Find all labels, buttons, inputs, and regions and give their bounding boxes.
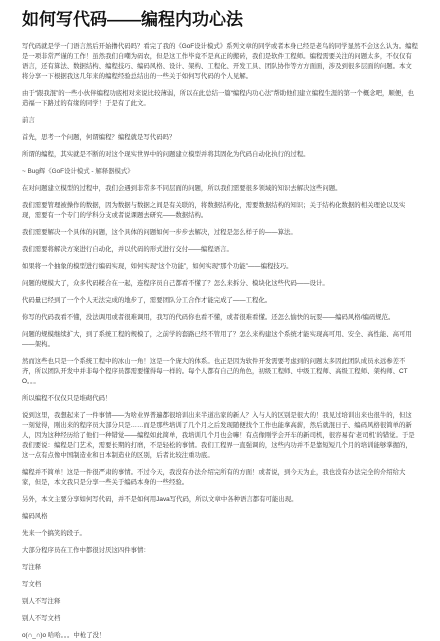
joke-item: 写文档 (22, 581, 42, 588)
quote-attribution: ~ Bug辉《GoF设计模式 - 解释器模式》 (22, 168, 134, 175)
body-paragraph-coding-style: 你写的代码我看不懂，没法调用或者很难调用，我写的代码你也看不懂，或者很难看懂。还怎么愉快的玩耍——编码风格/编码规范。 (22, 314, 395, 321)
body-paragraph-engineering: 代码量已经到了一个个人无法完成的地步了，需要团队分工合作才能完成了——工程化。 (22, 297, 272, 304)
body-paragraph-note: 另外，本文主要分享如何写代码，并不是如何用Java写代码，所以文章中各种语言都有可能出现。 (22, 496, 298, 503)
body-paragraph-team: 然而这些也只是一个系统工程中的冰山一角！这是一个庞大的体系。也正是因为软件开发需要考虑到的问题太多因此团队成员永远参差不齐，所以团队开发中并非每个程序员都需要懂得每一样的。每个人都有自己的角色，初级工程师、中级工程师、高级工程师、架构师、CTO。。。 (22, 358, 408, 385)
definition-paragraph: 所谓的编程，其实就是不断的对这个现实世界中的问题建立模型并将其固化为代码自动化执行的过程。 (22, 151, 310, 158)
intro-paragraph-2: 由于“跟我混”的一些小伙伴编程功底相对来说比较薄弱，所以在此总结一篇“编程内功心法”帮助他们建立编程生涯的第一个概念吧，顺便，也造福一下路过的有缘的同学！于是有了此文。 (22, 90, 414, 107)
joke-punchline: o(∩_∩)o 哈哈。。。中枪了没！ (22, 632, 106, 639)
joke-intro: 先来一个搞笑的段子。 (22, 530, 86, 537)
body-paragraph-design: 问题的规模大了，众多代码糅合在一起，连程序员自己都看不懂了？怎么来拆分、模块化这些代码——设计。 (22, 280, 329, 287)
joke-item: 别人不写文档 (22, 615, 61, 622)
joke-item: 写注释 (22, 564, 42, 571)
article-title: 如何写代码——编程内功心法 (22, 10, 243, 29)
body-paragraph-training: 说到这里，我想起来了一件事情——为啥业界普遍都很培训出来半道出家的新人？入与人的区别是很大的！我见过培训出来也很牛的，但这一刻觉得，刚出来的程序员大部分只是……而是那些培训了几个月之后发现随便找个工作也能拿高薪，然后就混日子、编码风格很简单的新人，因为这种经历给了他们一种错觉——编程如此简单，我培训几个月也会嘛！有点像刚学会开车的新司机，很容易有‘老司机’的错觉。于是我们要说：编程是门艺术，需要长期的打磨，不是轻松的事情。我们工程界一直强调的，这些内功并不是靠短短几个月的培训能够掌握的，这一点有点像中国制造业和日本制造业的区别，后者比较注重功底。 (22, 412, 415, 459)
section-heading-preface: 前言 (22, 117, 35, 124)
body-paragraph-techniques: 如果将一个抽象的模型进行编码实现，如何实现“这个功能”，如何实现“那个功能”——编程技巧。 (22, 263, 293, 270)
section-heading-coding-style: 编码风格 (22, 513, 48, 520)
intro-paragraph: 写代码就是学一门语言然后开始撸代码吗？看完了我的《GoF设计模式》系列文章的同学或者本身已经是老鸟的同学显然不会这么认为。编程是一项非常严谨的工作！虽然我们自嘲为码农，但是这工作毕竟不是真正的搬砖，我们是软件工程师。编程需要关注的问题太多，不仅仅有语言，还有算法、数据结构、编程技巧、编码风格、设计、架构、工程化、开发工具、团队协作等方方面面，涉及到很多层面的问题。本文将分享一下根据我这几年来的编程经验总结出的一些关于如何写代码的个人见解。 (22, 43, 418, 80)
body-paragraph-conclusion: 所以编程不仅仅只是堆砌代码！ (22, 395, 112, 402)
body-paragraph: 在对问题建立模型的过程中，我们会遇到非常多不同层面的问题，所以我们需要很多领域的知识去解决这些问题。 (22, 185, 342, 192)
joke-lead: 大部分程序员在工作中都很讨厌这四件事情： (22, 547, 150, 554)
joke-item: 别人不写注释 (22, 598, 61, 605)
body-paragraph-architecture: 问题的规模继续扩大，到了系统工程的规模了，之前学的套路已经不管用了？怎么来构建这个系统才能实现高可用、安全、高性能、高可用——架构。 (22, 331, 412, 348)
body-paragraph-language: 我们需要将解决方案进行自动化，并以代码的形式进行交付——编程语言。 (22, 246, 233, 253)
body-paragraph-not-simple: 编程并不简单！这是一件很严肃的事情。不过今天，我没有办法介绍完所有的方面！或者说，到今天为止，我也没有办法完全的介绍给大家，但是，本文我只是分享一些关于编码本身的一些经验。 (22, 469, 406, 486)
question-paragraph: 首先，思考一个问题，何谓编程？编程就是写代码吗？ (22, 134, 176, 141)
body-paragraph-data-structures: 我们需要管理被操作的数据，因为数据与数据之间是有关联的，将数据结构化，需要数据结构的知识；关于结构化数据的相关理论以及实现，需要有一个专门的学科分支或者说课题去研究——数据结构。 (22, 202, 406, 219)
body-paragraph-algorithms: 我们需要解决一个具体的问题，这个具体的问题如何一步步去解决，过程是怎么样子的——算法。 (22, 229, 297, 236)
